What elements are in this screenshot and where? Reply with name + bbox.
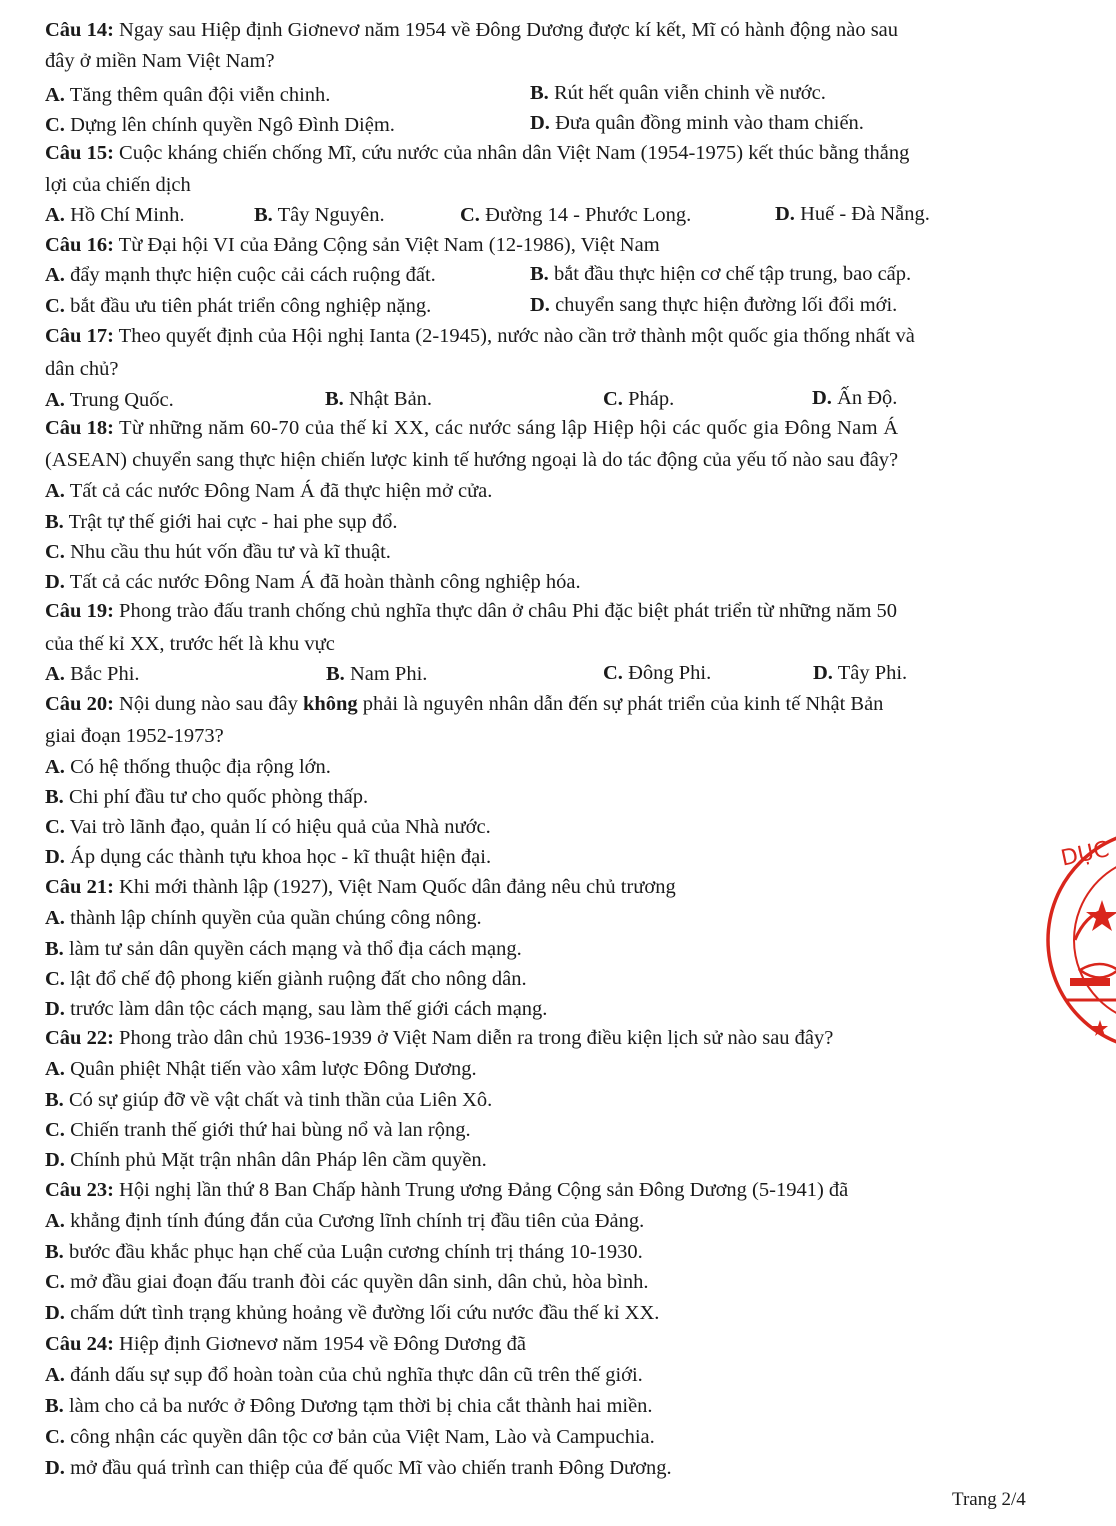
- question-label: Câu 21:: [45, 876, 114, 898]
- answer-option: B. Trật tự thế giới hai cực - hai phe sụp đổ.: [45, 511, 398, 533]
- seal-icon: [1040, 820, 1116, 1060]
- answer-option: C. công nhận các quyền dân tộc cơ bản của Việt Nam, Lào và Campuchia.: [45, 1426, 655, 1448]
- answer-option: A. đánh dấu sự sụp đổ hoàn toàn của chủ nghĩa thực dân cũ trên thế giới.: [45, 1364, 643, 1386]
- answer-option: D. Ấn Độ.: [812, 387, 898, 409]
- question-label: Câu 20:: [45, 693, 114, 715]
- answer-option: A. Hồ Chí Minh.: [45, 204, 185, 226]
- answer-option: C. Pháp.: [603, 388, 675, 410]
- answer-option: C. Dựng lên chính quyền Ngô Đình Diệm.: [45, 114, 395, 136]
- question-label: Câu 19:: [45, 600, 114, 622]
- answer-option: A. Có hệ thống thuộc địa rộng lớn.: [45, 756, 331, 778]
- question-stem: Câu 23: Hội nghị lần thứ 8 Ban Chấp hành Trung ương Đảng Cộng sản Đông Dương (5-1941) đã: [45, 1179, 849, 1201]
- answer-option: A. Tất cả các nước Đông Nam Á đã thực hiện mở cửa.: [45, 480, 493, 502]
- answer-option: D. mở đầu quá trình can thiệp của đế quốc Mĩ vào chiến tranh Đông Dương.: [45, 1457, 672, 1479]
- answer-option: C. Đường 14 - Phước Long.: [460, 204, 692, 226]
- question-stem-continued: của thế kỉ XX, trước hết là khu vực: [45, 633, 335, 655]
- answer-option: C. Đông Phi.: [603, 662, 712, 684]
- answer-option: B. Rút hết quân viễn chinh về nước.: [530, 82, 826, 104]
- answer-option: C. mở đầu giai đoạn đấu tranh đòi các quyền dân sinh, dân chủ, hòa bình.: [45, 1271, 649, 1293]
- question-label: Câu 16:: [45, 234, 114, 256]
- answer-option: A. Tăng thêm quân đội viễn chinh.: [45, 84, 331, 106]
- question-stem: Câu 22: Phong trào dân chủ 1936-1939 ở Việt Nam diễn ra trong điều kiện lịch sử nào sau đây?: [45, 1027, 834, 1049]
- answer-option: D. Chính phủ Mặt trận nhân dân Pháp lên cầm quyền.: [45, 1149, 487, 1171]
- question-label: Câu 15:: [45, 142, 114, 164]
- answer-option: D. Huế - Đà Nẵng.: [775, 203, 930, 225]
- question-label: Câu 23:: [45, 1179, 114, 1201]
- answer-option: A. Quân phiệt Nhật tiến vào xâm lược Đông Dương.: [45, 1058, 477, 1080]
- question-label: Câu 22:: [45, 1027, 114, 1049]
- answer-option: B. Nam Phi.: [326, 663, 428, 685]
- answer-option: B. làm cho cả ba nước ở Đông Dương tạm thời bị chia cắt thành hai miền.: [45, 1395, 653, 1417]
- question-label: Câu 18:: [45, 417, 114, 439]
- question-stem-continued: dân chủ?: [45, 358, 119, 380]
- answer-option: C. lật đổ chế độ phong kiến giành ruộng đất cho nông dân.: [45, 968, 527, 990]
- answer-option: D. chuyển sang thực hiện đường lối đổi mới.: [530, 294, 898, 316]
- question-stem: Câu 14: Ngay sau Hiệp định Giơnevơ năm 1954 về Đông Dương được kí kết, Mĩ có hành động nào sau: [45, 19, 899, 41]
- answer-option: C. bắt đầu ưu tiên phát triển công nghiệp nặng.: [45, 295, 432, 317]
- answer-option: D. Đưa quân đồng minh vào tham chiến.: [530, 112, 864, 134]
- question-stem: Câu 17: Theo quyết định của Hội nghị Ianta (2-1945), nước nào cần trở thành một quốc gia thống nhất và: [45, 325, 915, 347]
- question-label: Câu 24:: [45, 1333, 114, 1355]
- question-stem-continued: (ASEAN) chuyển sang thực hiện chiến lược kinh tế hướng ngoại là do tác động của yếu tố nào sau đây?: [45, 449, 899, 471]
- answer-option: B. Tây Nguyên.: [254, 204, 385, 226]
- answer-option: A. Bắc Phi.: [45, 663, 140, 685]
- answer-option: D. trước làm dân tộc cách mạng, sau làm thế giới cách mạng.: [45, 998, 548, 1020]
- emphasis-word: không: [302, 693, 358, 715]
- question-label: Câu 14:: [45, 19, 114, 41]
- question-stem: Câu 20: Nội dung nào sau đây không phải là nguyên nhân dẫn đến sự phát triển của kinh tế Nhật Bản: [45, 693, 884, 715]
- answer-option: D. Tất cả các nước Đông Nam Á đã hoàn thành công nghiệp hóa.: [45, 571, 581, 593]
- question-stem: Câu 21: Khi mới thành lập (1927), Việt Nam Quốc dân đảng nêu chủ trương: [45, 876, 676, 898]
- question-stem-continued: đây ở miền Nam Việt Nam?: [45, 50, 275, 72]
- answer-option: B. bước đầu khắc phục hạn chế của Luận cương chính trị tháng 10-1930.: [45, 1241, 643, 1263]
- answer-option: D. Tây Phi.: [813, 662, 908, 684]
- question-stem: Câu 24: Hiệp định Giơnevơ năm 1954 về Đông Dương đã: [45, 1333, 526, 1355]
- answer-option: C. Chiến tranh thế giới thứ hai bùng nổ và lan rộng.: [45, 1119, 471, 1141]
- page-number: Trang 2/4: [952, 1489, 1026, 1510]
- svg-text:DỤC: DỤC: [1058, 837, 1112, 872]
- question-stem: Câu 16: Từ Đại hội VI của Đảng Cộng sản Việt Nam (12-1986), Việt Nam: [45, 234, 660, 256]
- question-stem-continued: lợi của chiến dịch: [45, 174, 191, 196]
- answer-option: A. đẩy mạnh thực hiện cuộc cải cách ruộng đất.: [45, 264, 436, 286]
- question-stem: Câu 18: Từ những năm 60-70 của thế kỉ XX, các nước sáng lập Hiệp hội các quốc gia Đông Nam Á: [45, 417, 899, 439]
- question-stem-continued: giai đoạn 1952-1973?: [45, 725, 224, 747]
- official-seal-stamp: [1040, 820, 1116, 1060]
- question-stem: Câu 15: Cuộc kháng chiến chống Mĩ, cứu nước của nhân dân Việt Nam (1954-1975) kết thúc bằng thắng: [45, 142, 910, 164]
- answer-option: A. Trung Quốc.: [45, 389, 174, 411]
- answer-option: A. thành lập chính quyền của quần chúng công nông.: [45, 907, 482, 929]
- answer-option: C. Nhu cầu thu hút vốn đầu tư và kĩ thuật.: [45, 541, 391, 563]
- question-label: Câu 17:: [45, 325, 114, 347]
- answer-option: B. Có sự giúp đỡ về vật chất và tinh thần của Liên Xô.: [45, 1089, 493, 1111]
- answer-option: B. làm tư sản dân quyền cách mạng và thổ địa cách mạng.: [45, 938, 522, 960]
- answer-option: D. chấm dứt tình trạng khủng hoảng về đường lối cứu nước đầu thế kỉ XX.: [45, 1302, 660, 1324]
- question-stem: Câu 19: Phong trào đấu tranh chống chủ nghĩa thực dân ở châu Phi đặc biệt phát triển từ những năm 50: [45, 600, 898, 622]
- answer-option: D. Áp dụng các thành tựu khoa học - kĩ thuật hiện đại.: [45, 846, 492, 868]
- answer-option: B. bắt đầu thực hiện cơ chế tập trung, bao cấp.: [530, 263, 912, 285]
- answer-option: B. Nhật Bản.: [325, 388, 433, 410]
- answer-option: C. Vai trò lãnh đạo, quản lí có hiệu quả của Nhà nước.: [45, 816, 491, 838]
- answer-option: A. khẳng định tính đúng đắn của Cương lĩnh chính trị đầu tiên của Đảng.: [45, 1210, 645, 1232]
- answer-option: B. Chi phí đầu tư cho quốc phòng thấp.: [45, 786, 369, 808]
